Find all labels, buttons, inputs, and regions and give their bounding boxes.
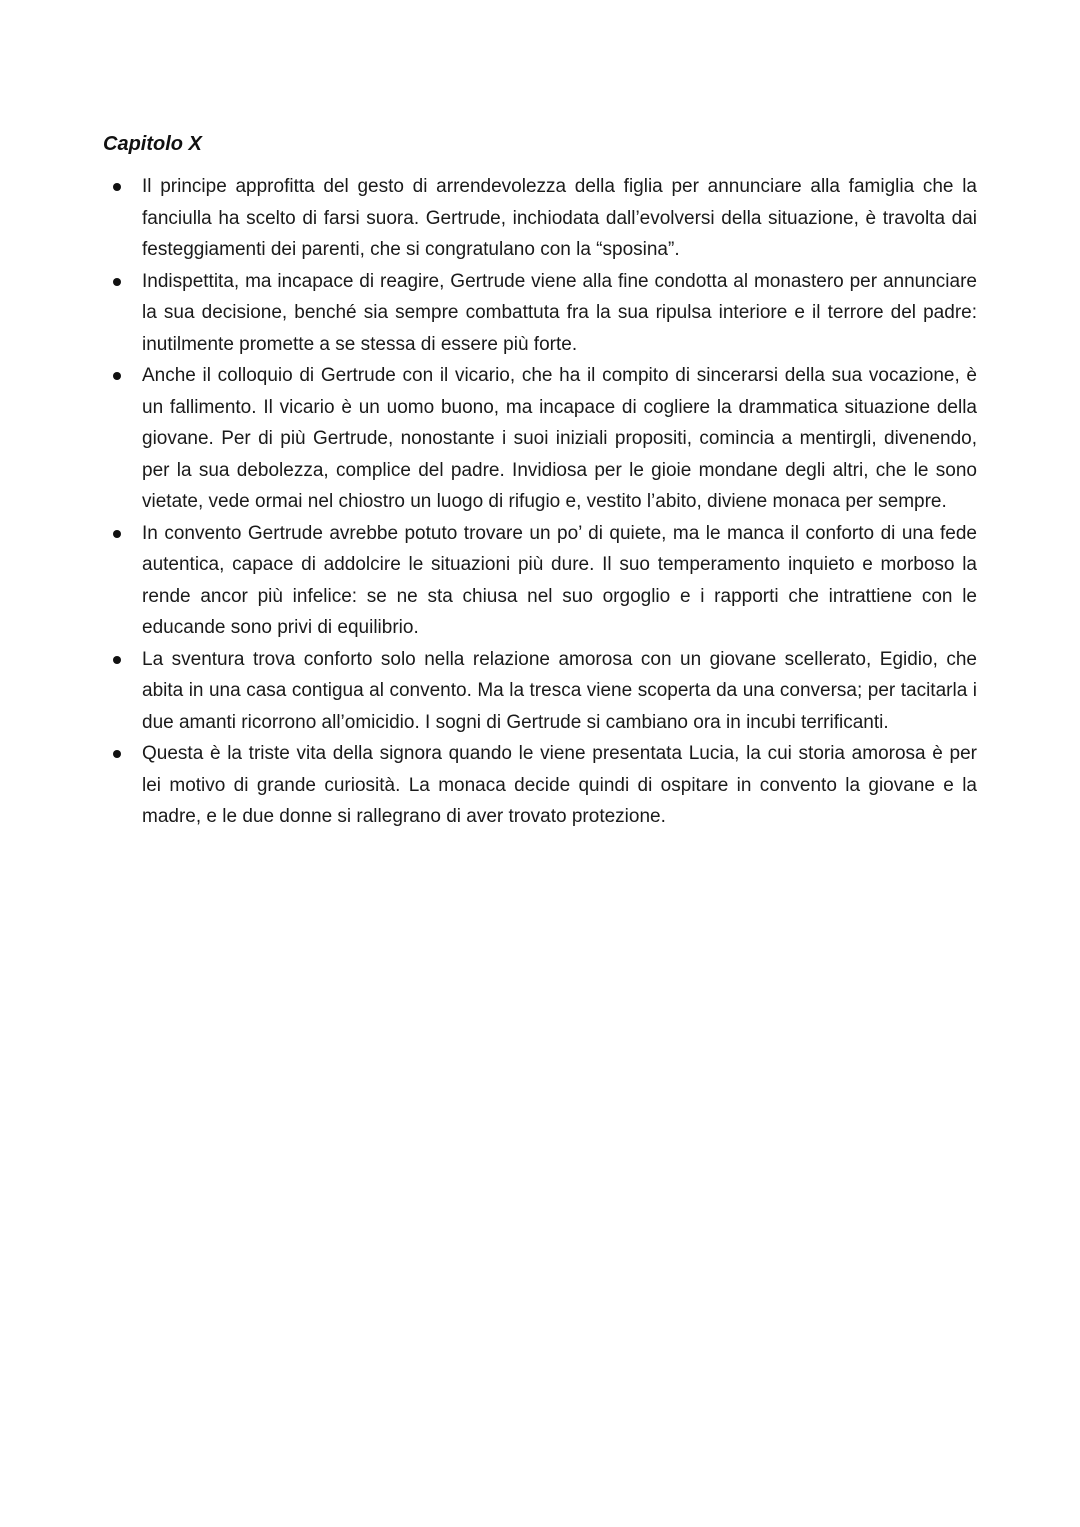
- summary-bullet-item: [103, 518, 977, 644]
- summary-bullet-item: [103, 266, 977, 361]
- bullet-dot-icon: [113, 183, 121, 191]
- summary-bullet-text: Questa è la triste vita della signora quando le viene presentata Lucia, la cui storia amorosa è per lei motivo di grande curiosità. La monaca decide quindi di ospitare in convento la giovane e la madre, e le due donne si rallegrano di aver trovato protezione.: [142, 743, 977, 827]
- document-content: [103, 131, 977, 833]
- summary-bullet-item: [103, 171, 977, 266]
- bullet-dot-icon: [113, 656, 121, 664]
- summary-bullet-item: [103, 360, 977, 518]
- summary-bullet-text: La sventura trova conforto solo nella relazione amorosa con un giovane scellerato, Egidio, che abita in una casa contigua al convento. Ma la tresca viene scoperta da una conversa; per tacitarla i due amanti ricorrono all’omicidio. I sogni di Gertrude si cambiano ora in incubi terrificanti.: [142, 648, 977, 733]
- summary-bullet-text: Indispettita, ma incapace di reagire, Gertrude viene alla fine condotta al monastero per annunciare la sua decisione, benché sia sempre combattuta fra la sua ripulsa interiore e il terrore del padre: inutilmente promette a se stessa di essere più forte.: [142, 270, 977, 355]
- summary-bullet-item: [103, 644, 977, 739]
- bullet-dot-icon: [113, 372, 121, 380]
- summary-bullet-item: [103, 738, 977, 833]
- summary-bullet-text: Anche il colloquio di Gertrude con il vicario, che ha il compito di sincerarsi della sua vocazione, è un fallimento. Il vicario è un uomo buono, ma incapace di cogliere la drammatica situazione della giovane. Per di più Gertrude, nonostante i suoi iniziali propositi, comincia a mentirgli, divenendo, per la sua debolezza, complice del padre. Invidiosa per le gioie mondane degli altri, che le sono vietate, vede ormai nel chiostro un luogo di rifugio e, vestito l’abito, diviene monaca per sempre.: [142, 365, 977, 512]
- bullet-dot-icon: [113, 530, 121, 538]
- summary-bullet-text: Il principe approfitta del gesto di arrendevolezza della figlia per annunciare alla famiglia che la fanciulla ha scelto di farsi suora. Gertrude, inchiodata dall’evolversi della situazione, è travolta dai festeggiamenti dei parenti, che si congratulano con la “sposina”.: [142, 176, 977, 260]
- summary-bullet-list: [103, 171, 977, 833]
- chapter-title: Capitolo X: [103, 133, 202, 155]
- summary-bullet-text: In convento Gertrude avrebbe potuto trovare un po’ di quiete, ma le manca il conforto di una fede autentica, capace di addolcire le situazioni più dure. Il suo temperamento inquieto e morboso la rende ancor più infelice: se ne sta chiusa nel suo orgoglio e i rapporti che intrattiene con le educande sono privi di equilibrio.: [142, 522, 977, 638]
- bullet-dot-icon: [113, 750, 121, 758]
- bullet-dot-icon: [113, 278, 121, 286]
